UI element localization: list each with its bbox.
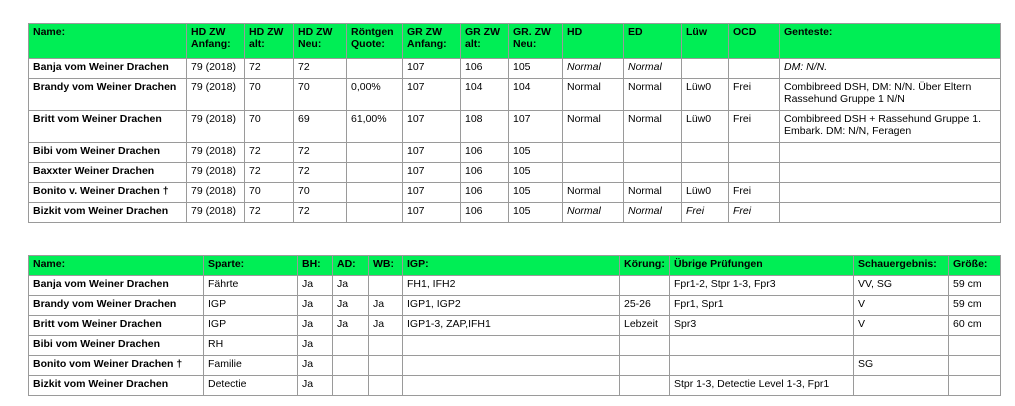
table-cell: 107: [509, 111, 563, 143]
table-cell: [670, 356, 854, 376]
table-row: [29, 183, 1001, 203]
table-cell: Fährte: [204, 276, 298, 296]
table-cell: Combibreed DSH, DM: N/N. Über Eltern Rassehund Gruppe 1 N/N: [780, 79, 1001, 111]
table-row: [29, 111, 1001, 143]
table-cell: 72: [245, 59, 294, 79]
table-cell: 107: [403, 79, 461, 111]
table-cell: 104: [509, 79, 563, 111]
header-cell: GR ZW Anfang:: [403, 24, 461, 59]
table-cell: Spr3: [670, 316, 854, 336]
table-cell: [729, 59, 780, 79]
table-cell: [854, 376, 949, 396]
table-cell: Detectie: [204, 376, 298, 396]
table-cell: [949, 376, 1001, 396]
header-cell: Name:: [29, 24, 187, 59]
table-cell: 59 cm: [949, 296, 1001, 316]
table-cell: [347, 163, 403, 183]
dog-name-cell: Bizkit vom Weiner Drachen: [29, 376, 204, 396]
table-cell: [403, 336, 620, 356]
table-cell: 105: [509, 143, 563, 163]
header-cell: HD ZW Anfang:: [187, 24, 245, 59]
table-cell: 79 (2018): [187, 203, 245, 223]
table-cell: IGP1, IGP2: [403, 296, 620, 316]
table-cell: 70: [294, 183, 347, 203]
table-cell: 106: [461, 59, 509, 79]
table-row: [29, 163, 1001, 183]
table-cell: [620, 276, 670, 296]
table-cell: 70: [294, 79, 347, 111]
table-cell: 72: [294, 203, 347, 223]
table-cell: [780, 203, 1001, 223]
table-cell: RH: [204, 336, 298, 356]
dog-name-cell: Bibi vom Weiner Drachen: [29, 336, 204, 356]
table-cell: Lebzeit: [620, 316, 670, 336]
table-cell: [729, 143, 780, 163]
table-cell: 107: [403, 203, 461, 223]
table-cell: 107: [403, 183, 461, 203]
table-cell: Ja: [369, 316, 403, 336]
header-cell: HD ZW Neu:: [294, 24, 347, 59]
header-cell: HD ZW alt:: [245, 24, 294, 59]
dog-name-cell: Britt vom Weiner Drachen: [29, 111, 187, 143]
table-cell: [620, 376, 670, 396]
header-cell: Name:: [29, 256, 204, 276]
table-cell: [333, 376, 369, 396]
table-cell: 79 (2018): [187, 59, 245, 79]
table-cell: Normal: [624, 203, 682, 223]
table-cell: [670, 336, 854, 356]
table-cell: 105: [509, 163, 563, 183]
table-cell: 69: [294, 111, 347, 143]
table-cell: [620, 356, 670, 376]
table-cell: 79 (2018): [187, 79, 245, 111]
table-cell: VV, SG: [854, 276, 949, 296]
table-cell: 72: [245, 143, 294, 163]
table-cell: [854, 336, 949, 356]
header-cell: WB:: [369, 256, 403, 276]
table-cell: [624, 143, 682, 163]
header-cell: Körung:: [620, 256, 670, 276]
table-cell: 79 (2018): [187, 163, 245, 183]
table-row: [29, 143, 1001, 163]
table-cell: Lüw0: [682, 111, 729, 143]
table-cell: [729, 163, 780, 183]
table-cell: [624, 163, 682, 183]
dog-name-cell: Britt vom Weiner Drachen: [29, 316, 204, 336]
header-cell: GR ZW alt:: [461, 24, 509, 59]
table-cell: Normal: [563, 59, 624, 79]
table-cell: Frei: [729, 111, 780, 143]
table-cell: [369, 356, 403, 376]
table-cell: 105: [509, 203, 563, 223]
table-cell: Lüw0: [682, 79, 729, 111]
table-cell: Familie: [204, 356, 298, 376]
table-row: [29, 276, 1001, 296]
table-cell: Ja: [298, 356, 333, 376]
table-cell: [682, 143, 729, 163]
dog-name-cell: Banja vom Weiner Drachen: [29, 59, 187, 79]
header-cell: Genteste:: [780, 24, 1001, 59]
table-cell: 107: [403, 163, 461, 183]
table-cell: Ja: [298, 316, 333, 336]
header-cell: Übrige Prüfungen: [670, 256, 854, 276]
table-cell: Normal: [624, 183, 682, 203]
header-cell: IGP:: [403, 256, 620, 276]
header-cell: ED: [624, 24, 682, 59]
table-cell: Normal: [563, 183, 624, 203]
health-values-table: [28, 23, 1001, 223]
table-cell: V: [854, 316, 949, 336]
header-cell: GR. ZW Neu:: [509, 24, 563, 59]
table-cell: Ja: [298, 376, 333, 396]
table-cell: DM: N/N.: [780, 59, 1001, 79]
header-cell: AD:: [333, 256, 369, 276]
table-cell: [563, 163, 624, 183]
table-cell: Normal: [563, 79, 624, 111]
table-cell: 107: [403, 59, 461, 79]
table-cell: [949, 336, 1001, 356]
table-cell: 72: [245, 203, 294, 223]
table-cell: 108: [461, 111, 509, 143]
table-cell: [403, 356, 620, 376]
table-cell: [369, 276, 403, 296]
table-cell: 60 cm: [949, 316, 1001, 336]
dog-name-cell: Banja vom Weiner Drachen: [29, 276, 204, 296]
dog-name-cell: Bonito vom Weiner Drachen †: [29, 356, 204, 376]
table-cell: [949, 356, 1001, 376]
table-cell: 70: [245, 111, 294, 143]
table-cell: [333, 356, 369, 376]
table-cell: 107: [403, 143, 461, 163]
table-cell: 25-26: [620, 296, 670, 316]
dog-name-cell: Baxxter Weiner Drachen: [29, 163, 187, 183]
header-cell: BH:: [298, 256, 333, 276]
table-cell: [563, 143, 624, 163]
table-cell: [347, 183, 403, 203]
table-row: [29, 203, 1001, 223]
table-cell: Frei: [682, 203, 729, 223]
table-cell: 105: [509, 59, 563, 79]
table-cell: SG: [854, 356, 949, 376]
header-cell: Lüw: [682, 24, 729, 59]
table-cell: 106: [461, 163, 509, 183]
table-header-row: [29, 256, 1001, 276]
table-row: [29, 316, 1001, 336]
table-cell: [347, 143, 403, 163]
table-cell: Normal: [624, 111, 682, 143]
table-cell: Frei: [729, 183, 780, 203]
table-cell: Normal: [624, 59, 682, 79]
table-cell: 105: [509, 183, 563, 203]
table-cell: 72: [294, 59, 347, 79]
table-cell: Ja: [333, 276, 369, 296]
table-cell: [369, 336, 403, 356]
table-cell: [347, 59, 403, 79]
table-cell: Ja: [369, 296, 403, 316]
table-row: [29, 356, 1001, 376]
table-cell: Fpr1, Spr1: [670, 296, 854, 316]
table-cell: 59 cm: [949, 276, 1001, 296]
header-cell: Sparte:: [204, 256, 298, 276]
table-cell: [620, 336, 670, 356]
table-row: [29, 79, 1001, 111]
dog-name-cell: Brandy vom Weiner Drachen: [29, 79, 187, 111]
table-cell: 79 (2018): [187, 183, 245, 203]
table-cell: [682, 163, 729, 183]
dog-name-cell: Bonito v. Weiner Drachen †: [29, 183, 187, 203]
table-cell: V: [854, 296, 949, 316]
table-cell: 72: [294, 143, 347, 163]
table-cell: [780, 143, 1001, 163]
table-cell: Normal: [563, 111, 624, 143]
table-cell: Normal: [563, 203, 624, 223]
table-cell: Ja: [298, 336, 333, 356]
table-cell: 106: [461, 183, 509, 203]
training-results-table: [28, 255, 1001, 396]
table-cell: 61,00%: [347, 111, 403, 143]
table-cell: 104: [461, 79, 509, 111]
header-cell: HD: [563, 24, 624, 59]
table-cell: [780, 183, 1001, 203]
table-cell: 107: [403, 111, 461, 143]
table-cell: 72: [245, 163, 294, 183]
dog-name-cell: Bizkit vom Weiner Drachen: [29, 203, 187, 223]
table-row: [29, 296, 1001, 316]
table-cell: 70: [245, 79, 294, 111]
table-cell: Ja: [298, 276, 333, 296]
table-cell: [780, 163, 1001, 183]
table-cell: 70: [245, 183, 294, 203]
table-row: [29, 376, 1001, 396]
table-cell: Ja: [333, 296, 369, 316]
header-cell: Größe:: [949, 256, 1001, 276]
table-cell: Lüw0: [682, 183, 729, 203]
table-cell: Fpr1-2, Stpr 1-3, Fpr3: [670, 276, 854, 296]
table-cell: [347, 203, 403, 223]
table-cell: IGP: [204, 296, 298, 316]
table-cell: Normal: [624, 79, 682, 111]
table-header-row: [29, 24, 1001, 59]
table-cell: 79 (2018): [187, 111, 245, 143]
table-cell: Ja: [298, 296, 333, 316]
table-cell: Ja: [333, 316, 369, 336]
table-cell: [369, 376, 403, 396]
table-cell: 106: [461, 203, 509, 223]
table-cell: Stpr 1-3, Detectie Level 1-3, Fpr1: [670, 376, 854, 396]
dog-name-cell: Bibi vom Weiner Drachen: [29, 143, 187, 163]
table-cell: Frei: [729, 203, 780, 223]
table-cell: FH1, IFH2: [403, 276, 620, 296]
header-cell: OCD: [729, 24, 780, 59]
header-cell: Schauergebnis:: [854, 256, 949, 276]
table-cell: 79 (2018): [187, 143, 245, 163]
table-cell: Frei: [729, 79, 780, 111]
table-cell: 0,00%: [347, 79, 403, 111]
table-row: [29, 336, 1001, 356]
table-cell: 106: [461, 143, 509, 163]
table-cell: [333, 336, 369, 356]
table-cell: Combibreed DSH + Rassehund Gruppe 1. Embark. DM: N/N, Feragen: [780, 111, 1001, 143]
table-cell: 72: [294, 163, 347, 183]
table-row: [29, 59, 1001, 79]
table-cell: [403, 376, 620, 396]
table-cell: [682, 59, 729, 79]
table-cell: IGP1-3, ZAP,IFH1: [403, 316, 620, 336]
header-cell: Röntgen Quote:: [347, 24, 403, 59]
dog-name-cell: Brandy vom Weiner Drachen: [29, 296, 204, 316]
table-cell: IGP: [204, 316, 298, 336]
